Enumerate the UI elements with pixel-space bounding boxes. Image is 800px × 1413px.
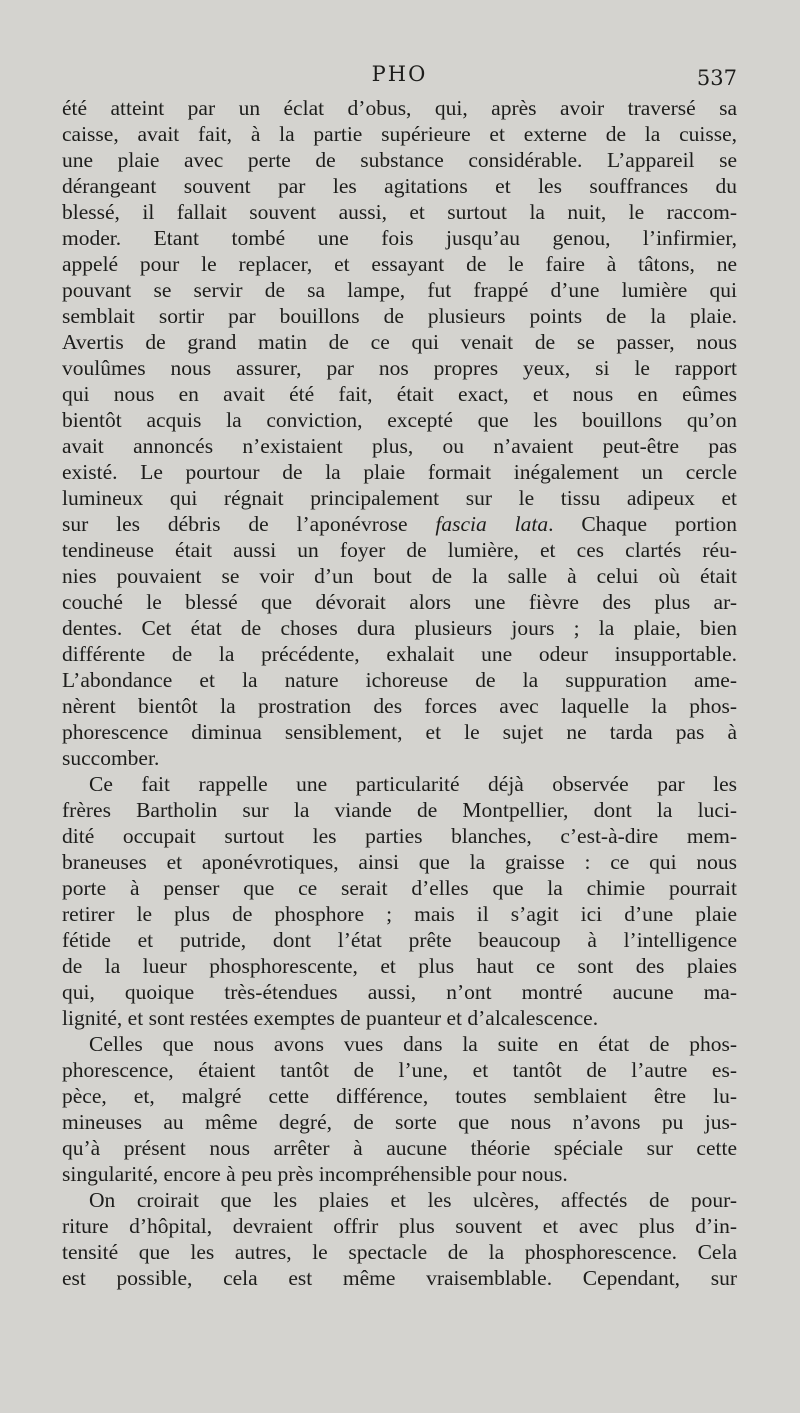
text-line: de la lueur phosphorescente, et plus haut ce sont des plaies bbox=[62, 954, 737, 978]
paragraph-start: Celles que nous avons vues dans la suite en état de phos- bbox=[89, 1032, 737, 1056]
text-line: dérangeant souvent par les agitations et les souffrances du bbox=[62, 174, 737, 198]
text-segment: . Chaque portion bbox=[548, 512, 737, 536]
text-line: existé. Le pourtour de la plaie formait inégalement un cercle bbox=[62, 460, 737, 484]
text-line: phorescence diminua sensiblement, et le sujet ne tarda pas à bbox=[62, 720, 737, 744]
text-line: Avertis de grand matin de ce qui venait de se passer, nous bbox=[62, 330, 737, 354]
running-head: PHO bbox=[371, 62, 428, 86]
paragraph-start: Ce fait rappelle une particularité déjà observée par les bbox=[89, 772, 737, 796]
text-line: voulûmes nous assurer, par nos propres yeux, si le rapport bbox=[62, 356, 737, 380]
text-line: caisse, avait fait, à la partie supérieure et externe de la cuisse, bbox=[62, 122, 737, 146]
text-line: été atteint par un éclat d’obus, qui, après avoir traversé sa bbox=[62, 96, 737, 120]
text-line: couché le blessé que dévorait alors une fièvre des plus ar- bbox=[62, 590, 737, 614]
text-line: phorescence, étaient tantôt de l’une, et tantôt de l’autre es- bbox=[62, 1058, 737, 1082]
text-line: tendineuse était aussi un foyer de lumière, et ces clartés réu- bbox=[62, 538, 737, 562]
text-line: avait annoncés n’existaient plus, ou n’avaient peut-être pas bbox=[62, 434, 737, 458]
text-line: pouvant se servir de sa lampe, fut frappé d’une lumière qui bbox=[62, 278, 737, 302]
text-line: braneuses et aponévrotiques, ainsi que la graisse : ce qui nous bbox=[62, 850, 737, 874]
text-line: qui nous en avait été fait, était exact, et nous en eûmes bbox=[62, 382, 737, 406]
text-line: retirer le plus de phosphore ; mais il s’agit ici d’une plaie bbox=[62, 902, 737, 926]
text-line: lignité, et sont restées exemptes de puanteur et d’alcalescence. bbox=[62, 1006, 599, 1030]
text-line: qui, quoique très-étendues aussi, n’ont montré aucune ma- bbox=[62, 980, 737, 1004]
text-line: est possible, cela est même vraisemblable. Cependant, sur bbox=[62, 1266, 737, 1290]
text-line: moder. Etant tombé une fois jusqu’au genou, l’infirmier, bbox=[62, 226, 737, 250]
text-line: blessé, il fallait souvent aussi, et surtout la nuit, le raccom- bbox=[62, 200, 737, 224]
text-line: fétide et putride, dont l’état prête beaucoup à l’intelligence bbox=[62, 928, 737, 952]
text-line: semblait sortir par bouillons de plusieurs points de la plaie. bbox=[62, 304, 737, 328]
text-line: nies pouvaient se voir d’un bout de la salle à celui où était bbox=[62, 564, 737, 588]
text-line: pèce, et, malgré cette différence, toutes semblaient être lu- bbox=[62, 1084, 737, 1108]
text-line: appelé pour le replacer, et essayant de le faire à tâtons, ne bbox=[62, 252, 737, 276]
text-line: succomber. bbox=[62, 746, 160, 770]
text-line: bientôt acquis la conviction, excepté que les bouillons qu’on bbox=[62, 408, 737, 432]
text-line: dentes. Cet état de choses dura plusieurs jours ; la plaie, bien bbox=[62, 616, 737, 640]
text-line: lumineux qui régnait principalement sur le tissu adipeux et bbox=[62, 486, 737, 510]
body-text bbox=[62, 95, 737, 1291]
text-line: qu’à présent nous arrêter à aucune théorie spéciale sur cette bbox=[62, 1136, 737, 1160]
page-header bbox=[62, 62, 737, 92]
text-line: frères Bartholin sur la viande de Montpellier, dont la luci- bbox=[62, 798, 737, 822]
text-line-with-italic bbox=[62, 511, 737, 537]
text-line: dité occupait surtout les parties blanches, c’est-à-dire mem- bbox=[62, 824, 737, 848]
paragraph-start: On croirait que les plaies et les ulcères, affectés de pour- bbox=[89, 1188, 737, 1212]
text-line: tensité que les autres, le spectacle de la phosphorescence. Cela bbox=[62, 1240, 737, 1264]
text-line: nèrent bientôt la prostration des forces avec laquelle la phos- bbox=[62, 694, 737, 718]
text-line: singularité, encore à peu près incompréhensible pour nous. bbox=[62, 1162, 568, 1186]
text-line: mineuses au même degré, de sorte que nous n’avons pu jus- bbox=[62, 1110, 737, 1134]
page-number: 537 bbox=[696, 66, 737, 90]
text-line: différente de la précédente, exhalait une odeur insupportable. bbox=[62, 642, 737, 666]
text-line: une plaie avec perte de substance considérable. L’appareil se bbox=[62, 148, 737, 172]
text-line: porte à penser que ce serait d’elles que la chimie pourrait bbox=[62, 876, 737, 900]
italic-term: fascia lata bbox=[435, 512, 549, 536]
text-line: L’abondance et la nature ichoreuse de la suppuration ame- bbox=[62, 668, 737, 692]
text-line: riture d’hôpital, devraient offrir plus souvent et avec plus d’in- bbox=[62, 1214, 737, 1238]
text-segment: sur les débris de l’aponévrose bbox=[62, 512, 436, 536]
